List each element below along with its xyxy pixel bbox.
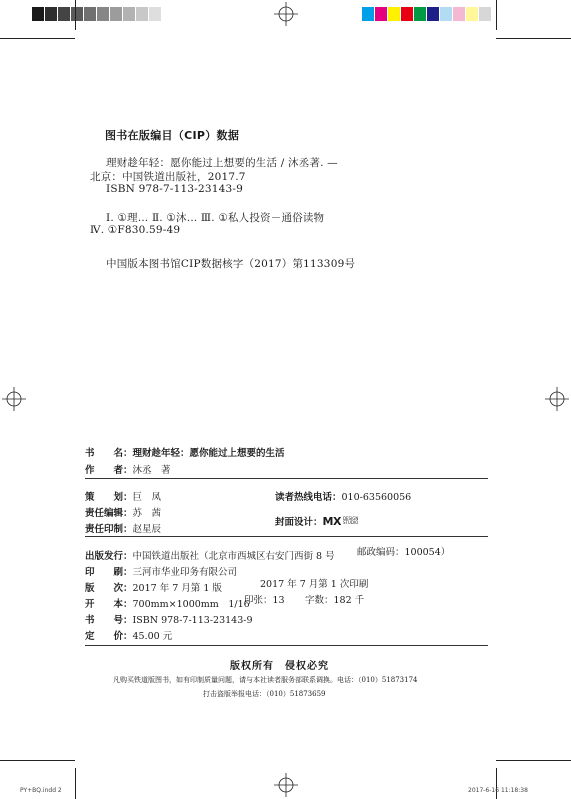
planner-value: 巨 凤 xyxy=(132,492,162,503)
price-value: 45.00 元 xyxy=(132,631,173,642)
book-author-row xyxy=(85,458,171,477)
cover-design-row xyxy=(275,514,358,528)
color-calibration-bar xyxy=(362,7,492,21)
color-swatch xyxy=(440,7,453,21)
isbn-value: ISBN 978-7-113-23143-9 xyxy=(132,615,253,626)
color-swatch xyxy=(123,7,136,21)
postcode-value: 邮政编码：100054） xyxy=(357,547,451,558)
divider xyxy=(85,478,488,479)
impression-value: 2017 年 7 月第 1 次印刷 xyxy=(260,579,369,590)
color-swatch xyxy=(110,7,123,21)
divider xyxy=(85,536,488,537)
isbn-label: 书 号： xyxy=(85,615,133,626)
price-label: 定 价： xyxy=(85,631,133,642)
color-swatch xyxy=(362,7,375,21)
edition-label: 版 次： xyxy=(85,583,133,594)
crop-mark xyxy=(496,38,571,39)
color-swatch xyxy=(466,7,479,21)
book-author-label: 作 者： xyxy=(85,465,133,476)
edition-value: 2017 年 7 月第 1 版 xyxy=(132,583,222,594)
color-swatch xyxy=(136,7,149,21)
color-swatch xyxy=(401,7,414,21)
cip-line-isbn: ISBN 978-7-113-23143-9 xyxy=(106,183,244,195)
editor-value: 苏 茜 xyxy=(132,508,162,519)
color-swatch xyxy=(388,7,401,21)
printing-row xyxy=(85,517,161,536)
color-swatch xyxy=(71,7,84,21)
registration-mark-icon xyxy=(2,387,26,411)
crop-mark xyxy=(0,760,75,761)
color-swatch xyxy=(58,7,71,21)
crop-mark xyxy=(496,760,571,761)
printing-label: 责任印制： xyxy=(85,524,133,535)
color-swatch xyxy=(149,7,162,21)
format-value: 700mm×1000mm 1/16 xyxy=(132,599,250,610)
copyright-note-piracy: 打击盗版举报电话：（010）51873659 xyxy=(203,690,326,698)
cip-line-number: 中国版本图书馆CIP数据核字（2017）第113309号 xyxy=(106,258,356,270)
cip-title: 图书在版编目（CIP）数据 xyxy=(105,129,240,142)
book-author-value: 沐丞 著 xyxy=(132,465,171,476)
editor-label: 责任编辑： xyxy=(85,508,133,519)
planner-label: 策 划： xyxy=(85,492,133,503)
color-swatch xyxy=(84,7,97,21)
mx-logo-mark: MX xyxy=(322,514,341,528)
divider xyxy=(85,645,488,646)
cip-line-class: Ⅳ. ①F830.59-49 xyxy=(90,224,181,236)
copyright-title: 版权所有 侵权必究 xyxy=(230,661,329,672)
format-label: 开 本： xyxy=(85,599,133,610)
printing-value: 赵星辰 xyxy=(132,524,162,535)
gray-calibration-bar xyxy=(32,7,162,21)
book-title-label: 书 名： xyxy=(85,448,133,459)
cover-design-label: 封面设计： xyxy=(275,517,323,528)
color-swatch xyxy=(32,7,45,21)
crop-mark xyxy=(0,38,75,39)
footer-filename: PY+BQ.indd 2 xyxy=(20,787,62,794)
color-swatch xyxy=(97,7,110,21)
hotline-row xyxy=(275,485,411,504)
crop-mark xyxy=(75,768,76,799)
mx-design-logo xyxy=(323,515,359,528)
price-row xyxy=(85,624,172,643)
book-title-value: 理财趁年轻：愿你能过上想要的生活 xyxy=(132,448,285,459)
words-value: 字数：182 千 xyxy=(305,595,365,606)
cip-line-title: 理财趁年轻：愿你能过上想要的生活 / 沐丞著. — xyxy=(106,157,338,169)
crop-mark xyxy=(496,0,497,30)
hotline-label: 读者热线电话： xyxy=(275,492,342,503)
color-swatch xyxy=(453,7,466,21)
mx-logo-sub-studio: STUDIO xyxy=(342,520,359,525)
color-swatch xyxy=(414,7,427,21)
color-swatch xyxy=(375,7,388,21)
print-value: 三河市华业印务有限公司 xyxy=(132,567,238,578)
print-label: 印 刷： xyxy=(85,567,133,578)
crop-mark xyxy=(75,0,76,30)
hotline-value: 010-63560056 xyxy=(341,492,412,503)
color-swatch xyxy=(479,7,492,21)
cip-line-subject: Ⅰ. ①理… Ⅱ. ①沐… Ⅲ. ①私人投资－通俗读物 xyxy=(106,212,325,224)
color-swatch xyxy=(45,7,58,21)
publisher-value: 中国铁道出版社（北京市西城区右安门西街 8 号 xyxy=(132,551,335,562)
sheets-value: 印张：13 xyxy=(244,595,285,606)
cip-line-publisher: 北京：中国铁道出版社，2017.7 xyxy=(90,171,246,183)
registration-mark-icon xyxy=(274,2,298,26)
color-swatch xyxy=(427,7,440,21)
copyright-note-service: 凡购买铁道版图书，如有印制质量问题，请与本社读者服务部联系调换。电话：（010）51873174 xyxy=(113,676,418,684)
registration-mark-icon xyxy=(545,387,569,411)
crop-mark xyxy=(496,768,497,799)
footer-timestamp: 2017-6-16 11:18:38 xyxy=(468,787,528,794)
mx-logo-sub-design: DESIGN xyxy=(342,515,359,521)
publisher-label: 出版发行： xyxy=(85,551,133,562)
registration-mark-icon xyxy=(274,773,298,797)
